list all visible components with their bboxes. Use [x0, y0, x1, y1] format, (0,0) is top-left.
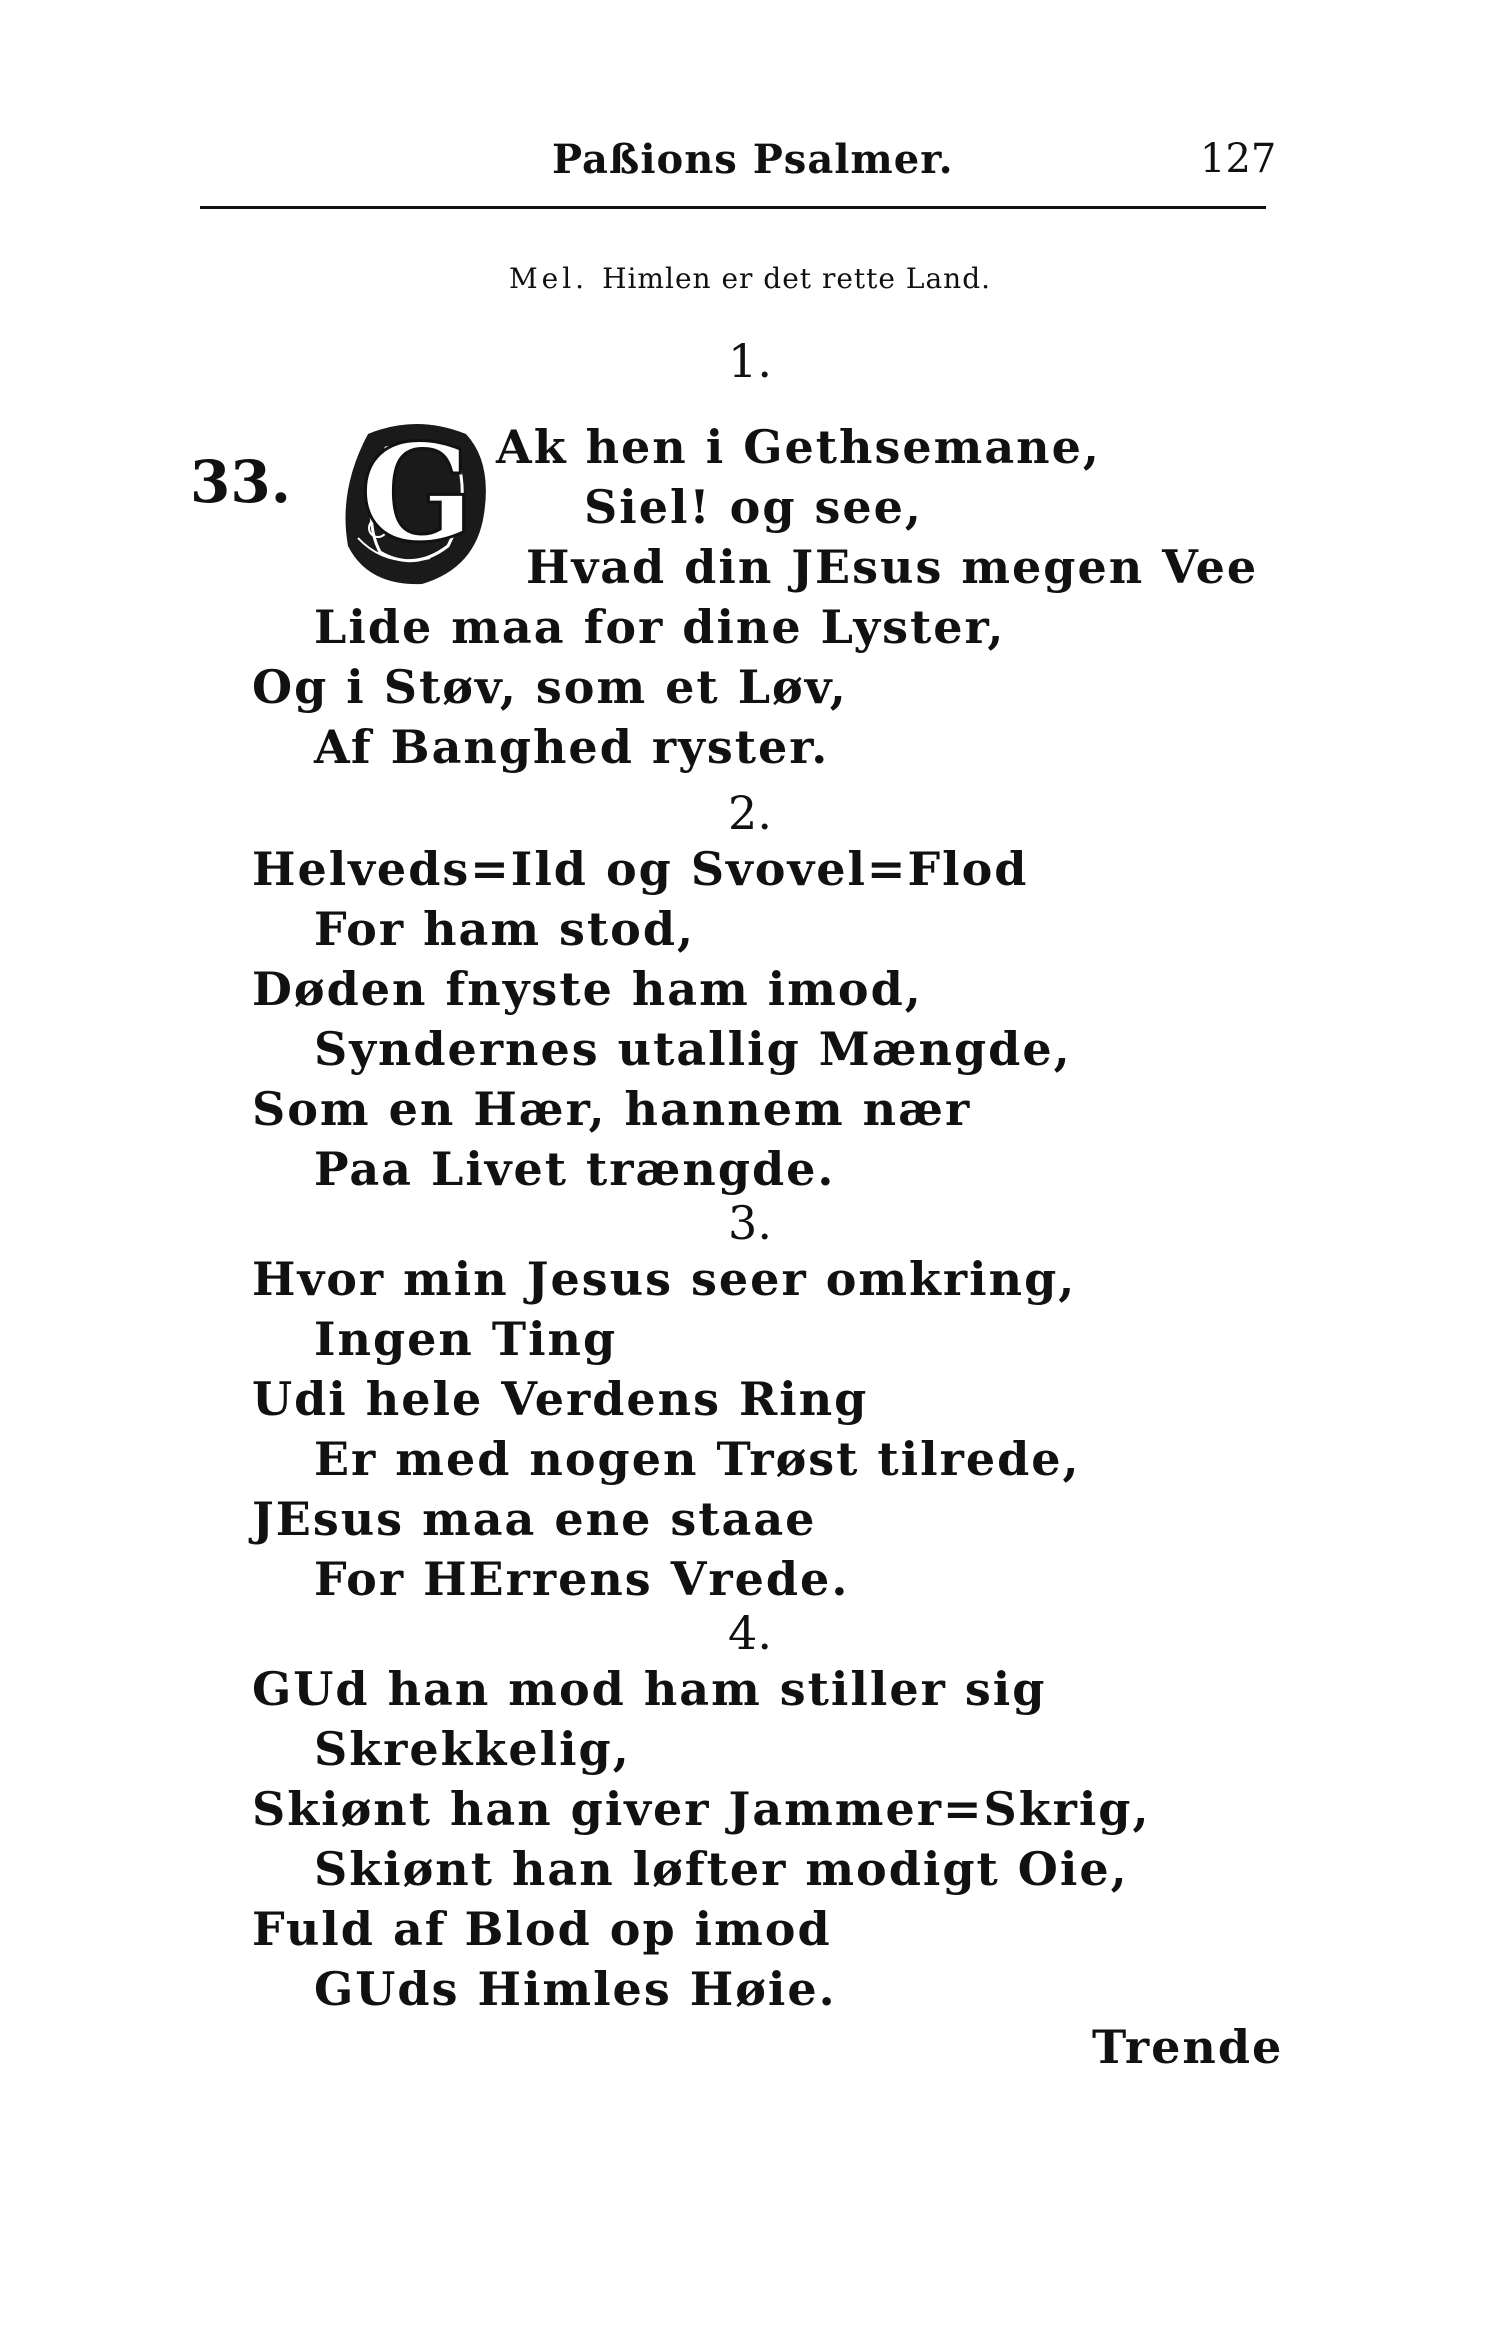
verse-line: Skiønt han løfter modigt Oie, [314, 1842, 1129, 1896]
drop-cap-letter: G [359, 414, 475, 572]
melody-title: Himlen er det rette Land. [602, 262, 992, 295]
verse-line: For HErrens Vrede. [314, 1552, 850, 1606]
verse-line: Udi hele Verdens Ring [252, 1372, 869, 1426]
catchword: Trende [1092, 2020, 1284, 2074]
psalm-number: 33. [190, 448, 291, 516]
verse-line: GUd han mod ham stiller sig [252, 1662, 1047, 1716]
stanza-number: 1. [728, 334, 772, 388]
verse-line: Af Banghed ryster. [314, 720, 830, 774]
running-head-title: Paßions Psalmer. [552, 136, 954, 183]
verse-line: Hvad din JEsus megen Vee [526, 540, 1259, 594]
verse-line: Døden fnyste ham imod, [252, 962, 923, 1016]
page-number: 127 [1200, 136, 1277, 182]
verse-line: Paa Livet trængde. [314, 1142, 836, 1196]
verse-line: Helveds=Ild og Svovel=Flod [252, 842, 1029, 896]
verse-line: GUds Himles Høie. [314, 1962, 837, 2016]
verse-line: Syndernes utallig Mængde, [314, 1022, 1072, 1076]
verse-line: Som en Hær, hannem nær [252, 1082, 972, 1136]
verse-line: Ingen Ting [314, 1312, 618, 1366]
stanza-number: 4. [728, 1606, 772, 1660]
verse-line: For ham stod, [314, 902, 696, 956]
verse-line: JEsus maa ene staae [252, 1492, 817, 1546]
drop-cap-ornament [338, 414, 496, 588]
verse-line: Skrekkelig, [314, 1722, 631, 1776]
verse-line: Lide maa for dine Lyster, [314, 600, 1006, 654]
verse-line: Ak hen i Gethsemane, [496, 420, 1101, 474]
verse-line: Siel! og see, [584, 480, 923, 534]
verse-line: Fuld af Blod op imod [252, 1902, 832, 1956]
verse-line: Skiønt han giver Jammer=Skrig, [252, 1782, 1151, 1836]
melody-label: Mel. [508, 262, 589, 295]
verse-line: Hvor min Jesus seer omkring, [252, 1252, 1077, 1306]
verse-line: Er med nogen Trøst tilrede, [314, 1432, 1081, 1486]
stanza-number: 2. [728, 786, 772, 840]
melody-line [0, 262, 1500, 295]
header-rule [200, 206, 1266, 209]
verse-line: Og i Støv, som et Løv, [252, 660, 848, 714]
stanza-number: 3. [728, 1196, 772, 1250]
